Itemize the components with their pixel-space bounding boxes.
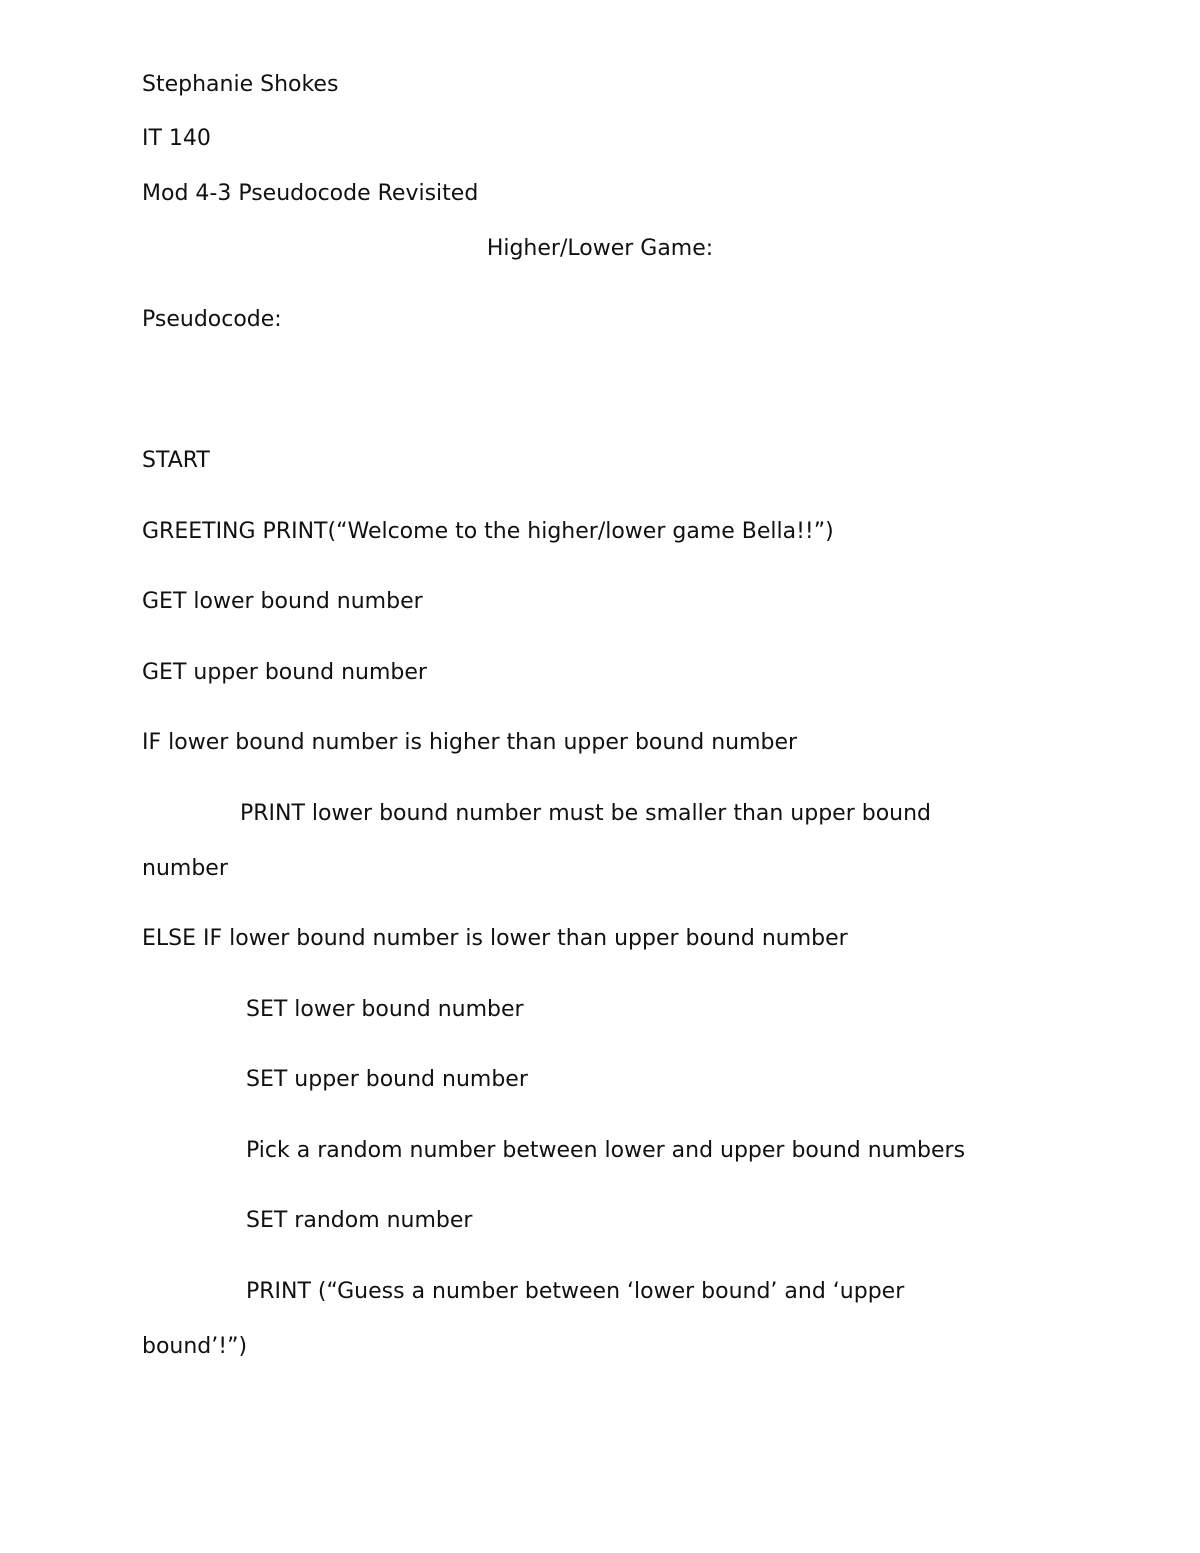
pseudocode-set-random: SET random number (246, 1208, 473, 1233)
section-label: Pseudocode: (142, 307, 282, 332)
course-code: IT 140 (142, 126, 211, 151)
pseudocode-print-guess-cont: bound’!”) (142, 1334, 248, 1359)
pseudocode-print-error-cont: number (142, 856, 228, 881)
document-title: Higher/Lower Game: (486, 236, 714, 261)
assignment-title: Mod 4-3 Pseudocode Revisited (142, 181, 479, 206)
pseudocode-get-upper: GET upper bound number (142, 660, 427, 685)
pseudocode-get-lower: GET lower bound number (142, 589, 423, 614)
pseudocode-else-if: ELSE IF lower bound number is lower than upper bound number (142, 926, 848, 951)
pseudocode-start: START (142, 448, 210, 473)
pseudocode-set-lower: SET lower bound number (246, 997, 524, 1022)
author-name: Stephanie Shokes (142, 72, 339, 97)
pseudocode-if-check: IF lower bound number is higher than upper bound number (142, 730, 798, 755)
pseudocode-print-guess: PRINT (“Guess a number between ‘lower bound’ and ‘upper (246, 1279, 905, 1304)
pseudocode-pick-random: Pick a random number between lower and upper bound numbers (246, 1138, 966, 1163)
pseudocode-print-error: PRINT lower bound number must be smaller than upper bound (240, 801, 932, 826)
pseudocode-set-upper: SET upper bound number (246, 1067, 528, 1092)
pseudocode-greeting: GREETING PRINT(“Welcome to the higher/lower game Bella!!”) (142, 519, 834, 544)
